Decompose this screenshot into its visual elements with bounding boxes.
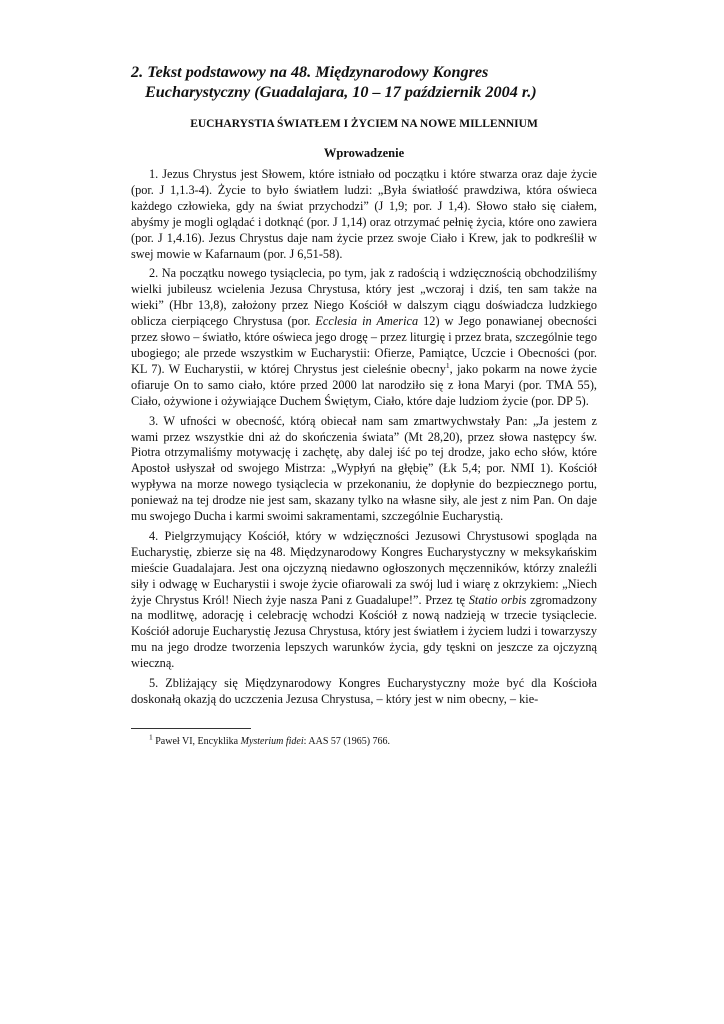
paragraph-4-text-a: 4. Pielgrzymujący Kościół, który w wdzięczności Jezusowi Chrystusowi spogląda na Eucharystię, zbierze się na 48. Międzynarodowy Kongres Eucharystyczny w meksykańskim mieście Guadalajara. Jest ona ojczyzną niedawno ogłoszonych męczenników, którzy znaleźli siły i odwagę w Eucharystii i swoje życie ofiarowali za swój lud i wiarę z okrzykiem: „Niech żyje Chrystus Król! Niech żyje nasza Pani z Guadalupe!”. Przez tę [131, 528, 597, 607]
footnote-marker: 1 [149, 732, 153, 742]
paragraph-5: 5. Zbliżający się Międzynarodowy Kongres Eucharystyczny może być dla Kościoła doskonałą okazją do uczczenia Jezusa Chrystusa, – który jest w nim obecny, – kie- [131, 676, 597, 706]
paragraph-1: 1. Jezus Chrystus jest Słowem, które istniało od początku i które stwarza oraz daje życie (por. J 1,1.3-4). Życie to było światłem ludzi: „Była światłość prawdziwa, która oświeca każdego człowieka, gdy na świat przychodzi” (J 1,9; por. J 1,4). Słowo stało się ciałem, abyśmy je mogli oglądać i dotknąć (por. J 1,14) oraz otrzymać pełnię życia, które ono zawiera (por. J 1,4.16). Jezus Chrystus daje nam życie przez swoje Ciało i Krew, jak to podkreślił w swej mowie w Kafarnaum (por. J 6,51-58). [131, 167, 597, 261]
footnote-text-b: : AAS 57 (1965) 766. [303, 735, 391, 747]
footnote-reference: 1 [445, 360, 450, 370]
paragraph-4 [131, 529, 597, 672]
footnote-text-a: Paweł VI, Encyklika [152, 735, 241, 747]
paragraph-4-emphasis: Statio orbis [468, 592, 527, 607]
footnote-divider [131, 728, 251, 729]
paragraph-2 [131, 266, 597, 409]
paragraph-4-text-b: zgromadzony na modlitwę, adorację i celebrację wchodzi Kościół z nową nadzieją w trzecie tysiąclecie. Kościół adoruje Eucharystię Jezusa Chrystusa, który jest światłem i życiem ludzi i towarzyszy mu na jego drodze tworzenia lepszych warunków życia, gdy tęskni on jeszcze za ojczyzną wieczną. [131, 592, 597, 671]
section-heading: Wprowadzenie [323, 146, 405, 160]
footnote-emphasis: Mysterium fidei [240, 735, 304, 747]
document-page [131, 62, 597, 748]
paragraph-2-text-c: , jako pokarm na nowe życie ofiaruje On to samo ciało, które przed 2000 lat narodziło się z łona Maryi (por. TMA 55), Ciało, ożywione i ożywiające Duchem Świętym, Ciało, które daje ludziom życie (por. DP 5). [131, 361, 597, 408]
paragraph-3: 3. W ufności w obecność, którą obiecał nam sam zmartwychwstały Pan: „Ja jestem z wami przez wszystkie dni aż do skończenia świata” (Mt 28,20), przez słowa następcy św. Piotra otrzymaliśmy motywację i zachętę, aby dalej iść po tej drodze, jako echo słów, które Apostoł usłyszał od swojego Mistrza: „Wypłyń na głębię” (Łk 5,4; por. NMI 1). Kościół wypływa na morze nowego tysiąclecia w przekonaniu, że dopłynie do bezpiecznego portu, ponieważ na tej drodze nie jest sam, skazany tylko na własne siły, ale jest z nim Pan. On daje mu swojego Ducha i karmi swoimi sakramentami, szczególnie Eucharystią. [131, 413, 597, 524]
footnote [131, 732, 597, 748]
main-title: EUCHARYSTIA ŚWIATŁEM I ŻYCIEM NA NOWE MILLENNIUM [190, 118, 538, 130]
paragraph-2-text-a: 2. Na początku nowego tysiąclecia, po tym, jak z radością i wdzięcznością obchodziliśmy wielki jubileusz wcielenia Jezusa Chrystusa, który jest „wczoraj i dziś, ten sam także na wieki” (Hbr 13,8), założony przez Niego Kościół w dalszym ciągu doświadcza ludzkiego oblicza cierpiącego Chrystusa (por. [131, 266, 597, 329]
paragraph-2-emphasis: Ecclesia in America [315, 314, 419, 329]
chapter-title: 2. Tekst podstawowy na 48. Międzynarodowy Kongres Eucharystyczny (Guadalajara, 10 – 17 październik 2004 r.) [131, 63, 537, 101]
paragraph-2-text-b: 12) w Jego ponawianej obecności przez słowo – światło, które oświeca jego drogę – przez liturgię i przez brata, szczególnie tego ubogiego; ale przede wszystkim w Eucharystii: Ofierze, Pamiątce, Uczcie i Obecności (por. KL 7). W Eucharystii, w której Chrystus jest cieleśnie obecny [131, 314, 597, 376]
